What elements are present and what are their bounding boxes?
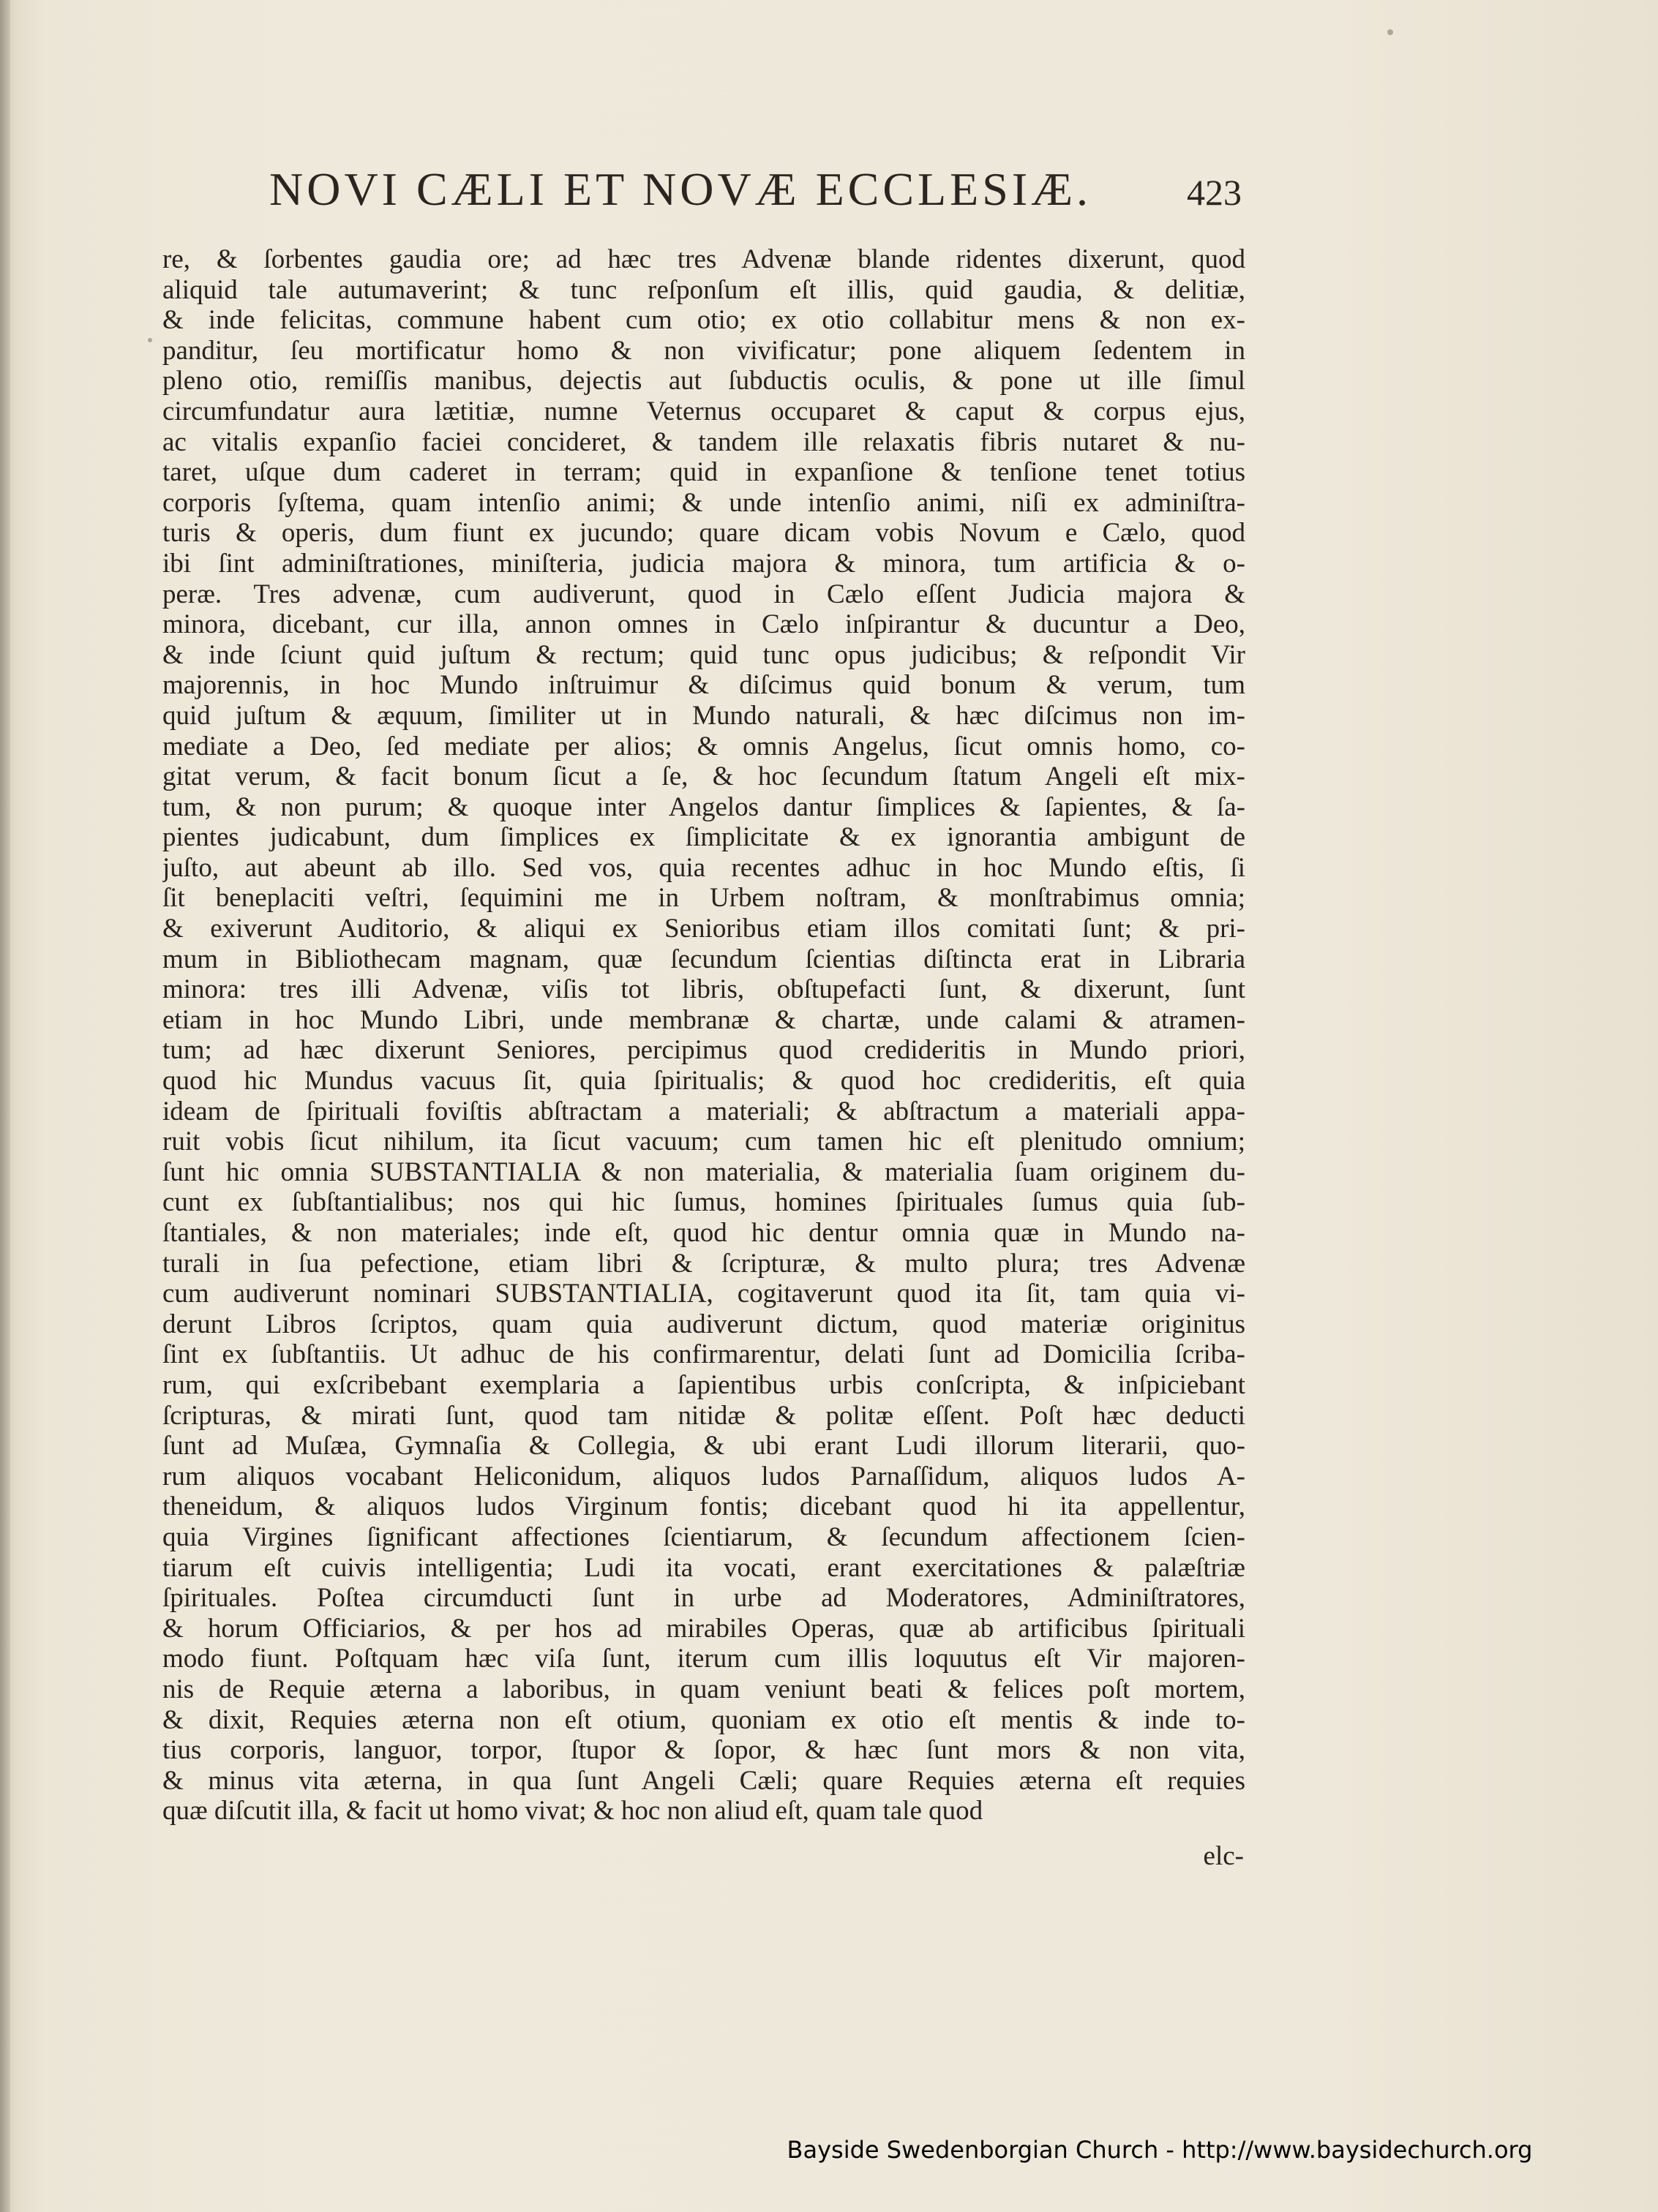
text-line: & inde felicitas, commune habent cum otio; ex otio collabitur mens & non ex- (162, 305, 1245, 336)
text-line: turis & operis, dum fiunt ex jucundo; quare dicam vobis Novum e Cælo, quod (162, 518, 1245, 549)
text-line: ſcripturas, & mirati ſunt, quod tam nitidæ & politæ eſſent. Poſt hæc deducti (162, 1400, 1245, 1431)
running-title: NOVI CÆLI ET NOVÆ ECCLESIÆ. (269, 163, 1092, 215)
text-line: quod hic Mundus vacuus ſit, quia ſpiritualis; & quod hoc credideritis, eſt quia (162, 1066, 1245, 1096)
text-line: rum, qui exſcribebant exemplaria a ſapientibus urbis conſcripta, & inſpiciebant (162, 1369, 1245, 1400)
text-line: & inde ſciunt quid juſtum & rectum; quid tunc opus judicibus; & reſpondit Vir (162, 639, 1245, 670)
text-line: minora: tres illi Advenæ, viſis tot libris, obſtupefacti ſunt, & dixerunt, ſunt (162, 974, 1245, 1005)
text-line: re, & ſorbentes gaudia ore; ad hæc tres Advenæ blande ridentes dixerunt, quod (162, 244, 1245, 274)
text-line: nis de Requie æterna a laboribus, in quam veniunt beati & felices poſt mortem, (162, 1674, 1245, 1704)
text-line: pientes judicabunt, dum ſimplices ex ſimplicitate & ex ignorantia ambigunt de (162, 822, 1245, 853)
text-line: ſtantiales, & non materiales; inde eſt, quod hic dentur omnia quæ in Mundo na- (162, 1218, 1245, 1248)
text-line: rum aliquos vocabant Heliconidum, aliquos ludos Parnaſſidum, aliquos ludos A- (162, 1461, 1245, 1491)
text-line: juſto, aut abeunt ab illo. Sed vos, quia recentes adhuc in hoc Mundo eſtis, ſi (162, 852, 1245, 883)
text-line: minora, dicebant, cur illa, annon omnes in Cælo inſpirantur & ducuntur a Deo, (162, 609, 1245, 640)
text-line: & horum Officiarios, & per hos ad mirabiles Operas, quæ ab artificibus ſpirituali (162, 1613, 1245, 1644)
text-line: pleno otio, remiſſis manibus, dejectis aut ſubductis oculis, & pone ut ille ſimul (162, 366, 1245, 396)
text-line: turali in ſua pefectione, etiam libri & ſcripturæ, & multo plura; tres Advenæ (162, 1248, 1245, 1279)
text-line: tum; ad hæc dixerunt Seniores, percipimus quod credideritis in Mundo priori, (162, 1035, 1245, 1066)
footer-watermark: Bayside Swedenborgian Church - http://www.baysidechurch.org (787, 2136, 1533, 2164)
body-text (162, 244, 1245, 1827)
text-line: tiarum eſt cuivis intelligentia; Ludi ita vocati, erant exercitationes & palæſtriæ (162, 1552, 1245, 1583)
paper-speck (148, 338, 152, 342)
text-line: tius corporis, languor, torpor, ſtupor & ſopor, & hæc ſunt mors & non vita, (162, 1735, 1245, 1766)
text-line: ſpirituales. Poſtea circumducti ſunt in urbe ad Moderatores, Adminiſtratores, (162, 1583, 1245, 1614)
text-line: panditur, ſeu mortificatur homo & non vivificatur; pone aliquem ſedentem in (162, 335, 1245, 366)
paper-speck (1387, 29, 1393, 35)
text-line: ſit beneplaciti veſtri, ſequimini me in Urbem noſtram, & monſtrabimus omnia; (162, 883, 1245, 914)
text-line: ſunt ad Muſæa, Gymnaſia & Collegia, & ubi erant Ludi illorum literarii, quo- (162, 1431, 1245, 1462)
text-line: & exiverunt Auditorio, & aliqui ex Senioribus etiam illos comitati ſunt; & pri- (162, 914, 1245, 944)
text-line: circumfundatur aura lætitiæ, numne Veternus occuparet & caput & corpus ejus, (162, 396, 1245, 426)
text-line: peræ. Tres advenæ, cum audiverunt, quod in Cælo eſſent Judicia majora & (162, 579, 1245, 609)
text-line: tum, & non purum; & quoque inter Angelos dantur ſimplices & ſapientes, & ſa- (162, 791, 1245, 822)
text-line: & minus vita æterna, in qua ſunt Angeli Cæli; quare Requies æterna eſt requies (162, 1765, 1245, 1796)
text-line: derunt Libros ſcriptos, quam quia audiverunt dictum, quod materiæ originitus (162, 1309, 1245, 1339)
text-line: cum audiverunt nominari SUBSTANTIALIA, cogitaverunt quod ita ſit, tam quia vi- (162, 1279, 1245, 1309)
text-line: ac vitalis expanſio faciei concideret, & tandem ille relaxatis fibris nutaret & nu- (162, 426, 1245, 457)
text-line: quia Virgines ſignificant affectiones ſcientiarum, & ſecundum affectionem ſcien- (162, 1521, 1245, 1552)
text-line: ibi ſint adminiſtrationes, miniſteria, judicia majora & minora, tum artificia & o- (162, 548, 1245, 579)
running-header (263, 159, 1288, 225)
text-line: quid juſtum & æquum, ſimiliter ut in Mundo naturali, & hæc diſcimus non im- (162, 700, 1245, 731)
text-line: modo fiunt. Poſtquam hæc viſa ſunt, iterum cum illis loquutus eſt Vir majoren- (162, 1644, 1245, 1674)
text-line: mediate a Deo, ſed mediate per alios; & omnis Angelus, ſicut omnis homo, co- (162, 731, 1245, 761)
text-line: majorennis, in hoc Mundo inſtruimur & diſcimus quid bonum & verum, tum (162, 670, 1245, 701)
text-line: mum in Bibliothecam magnam, quæ ſecundum ſcientias diſtincta erat in Libraria (162, 944, 1245, 974)
text-line: ſunt hic omnia SUBSTANTIALIA & non materialia, & materialia ſuam originem du- (162, 1156, 1245, 1187)
text-line: etiam in hoc Mundo Libri, unde membranæ & chartæ, unde calami & atramen- (162, 1004, 1245, 1035)
catchword: elc- (1203, 1841, 1244, 1871)
text-line: ſint ex ſubſtantiis. Ut adhuc de his confirmarentur, delati ſunt ad Domicilia ſcriba- (162, 1339, 1245, 1370)
text-line: ideam de ſpirituali foviſtis abſtractam a materiali; & abſtractum a materiali appa- (162, 1096, 1245, 1126)
text-line: quæ diſcutit illa, & facit ut homo vivat; & hoc non aliud eſt, quam tale quod (162, 1796, 983, 1827)
text-line: gitat verum, & facit bonum ſicut a ſe, & hoc ſecundum ſtatum Angeli eſt mix- (162, 761, 1245, 792)
text-line: & dixit, Requies æterna non eſt otium, quoniam ex otio eſt mentis & inde to- (162, 1704, 1245, 1735)
text-line: corporis ſyſtema, quam intenſio animi; & unde intenſio animi, niſi ex adminiſtra- (162, 487, 1245, 518)
text-line: taret, uſque dum caderet in terram; quid in expanſione & tenſione tenet totius (162, 457, 1245, 488)
text-line: theneidum, & aliquos ludos Virginum fontis; dicebant quod hi ita appellentur, (162, 1491, 1245, 1522)
page-number: 423 (1187, 172, 1242, 213)
text-line: aliquid tale autumaverint; & tunc reſponſum eſt illis, quid gaudia, & delitiæ, (162, 274, 1245, 305)
text-line: cunt ex ſubſtantialibus; nos qui hic ſumus, homines ſpirituales ſumus quia ſub- (162, 1187, 1245, 1218)
text-line: ruit vobis ſicut nihilum, ita ſicut vacuum; cum tamen hic eſt plenitudo omnium; (162, 1126, 1245, 1157)
page-gutter-shadow (0, 0, 10, 2212)
